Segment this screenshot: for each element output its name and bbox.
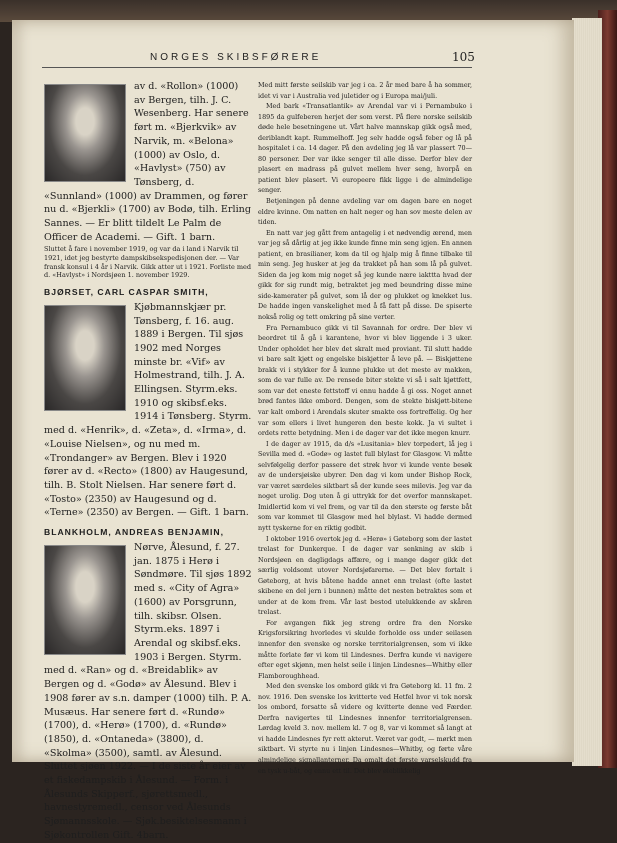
entry-3 bbox=[44, 526, 252, 842]
running-header: NORGES SKIBSFØRERE bbox=[150, 52, 322, 63]
entry-2 bbox=[44, 286, 252, 520]
page-number: 105 bbox=[452, 50, 475, 64]
right-column bbox=[258, 80, 472, 776]
entry-3-heading: BLANKHOLM, ANDREAS BENJAMIN, bbox=[44, 527, 224, 538]
paragraph: Med den svenske los ombord gikk vi fra Gøteborg kl. 11 fm. 2 nov. 1916. Den svenske los kvitterte ved Hetfel hvor vi tok norsk los ombord, forsatte så videre og kvitterte denne ved Færder. Derfra navigertes til Lindesnes innenfor territorialgrensen. Lørdag kveld 3. nov. mellem kl. 7 og 8, var vi kommet så langt at vi hadde Lindesnes fyr rett akterut. Været var godt, — mørkt men siktbart. Vi styrte nu i linjen Lindesnes—Whitby, og førte våre almindelige signallanterner. Da omalt det første varselskudd fra en tysk u-båt, og ennu ett til. Det blev øieblikkelig bbox=[258, 682, 472, 775]
entry-2-heading: BJØRSET, CARL CASPAR SMITH, bbox=[44, 286, 209, 297]
book-top-edge bbox=[0, 0, 617, 22]
paragraph: Fra Pernambuco gikk vi til Savannah for ordre. Der blev vi beordret til å gå i karantene, hvor vi blev liggende i 3 uker. Under opholdet her blev det skralt med proviant. Til slutt hadde vi bare salt kjøtt og engelske biskjøtter å leve på. — Biskjøttene brakk vi i stykker for å kunne plukke ut det meste av makken, som de var fulle av. De rensede biter stekte vi så i salt kjøttfett, som var det eneste fettstoff vi ennu hadde å gi oss. Noget annet brød fantes ikke ombord. Dengen, som de stekte biskjøtt-bitene var kalt ombord i Arendals skuter smakte oss fortreffelig. Og her var som ellers i livet hungeren den beste kokk. Ja vi sultet i ordets rette betydning. Men i de dager var det ikke megen knurr. bbox=[258, 323, 472, 438]
paragraph: En natt var jeg gått frem antagelig i et nødvendig ærend, men var jeg så dårlig at jeg ikke kunde finne min seng igjen. En annen patient, en brasilianer, kom da til og hjalp mig å finne tilbake til min seng. Jeg husker at jeg da trakket på han som lå på gulvet. Siden da jeg kom mig noget så jeg kunde nære iakttta hvad der gikk for sig rundt mig, betraktet jeg med beundring disse mine side-kamerater på gulvet, som lå der og plukket og knekket lus. De hadde ingen vanskelighet med å få fatt på disse. De spiserte nokså rolig og tett omkring på sine verter. bbox=[258, 228, 472, 322]
entry-2-text: Kjøbmannskjær pr. Tønsberg, f. 16. aug. 1889 i Bergen. Til sjøs 1902 med Norges minste br. «Vif» av Holmestrand, tilh. J. A. Ellingsen. Styrm.eks. 1910 og skibsf.eks. 1914 i Tønsberg. Styrm. med d. «Henrik», d. «Zeta», d. «Irma», d. «Louise Nielsen», og nu med m. «Trondanger» av Bergen. Blev i 1920 fører av d. «Recto» (1800) av Haugesund, tilh. B. Stolt Nielsen. Har senere ført d. «Tosto» (2350) av Haugesund og d. «Terne» (2350) av Bergen. — Gift. 1 barn. bbox=[44, 301, 252, 519]
paragraph: Betjeningen på denne avdeling var om dagen bare en noget eldre kvinne. Om natten en halt neger og han sov meste delen av tiden. bbox=[258, 197, 472, 227]
paragraph: I oktober 1916 overtok jeg d. «Herø» i Gøteborg som der lastet trelast for Dunkerque. I de dager var senkning av skib i Nordsjøen en dagligdags affære, og i mange dager gikk det særlig voldsomt utover Nordsjøfarerne. — Det blev fortalt i Gøteborg, at hvis båtene hadde annet enn trelast (ofte lastet skibene en del jern i bunnen) måtte det nesten betraktes som et under at de kom frem. Vår last bestod utelukkende av skåren trelast. bbox=[258, 534, 472, 617]
paragraph: Med mitt første seilskib var jeg i ca. 2 år med bare å ha sommer, idet vi var i Australia ved juletider og i Europa mai/juli. bbox=[258, 81, 472, 100]
portrait-photo-3 bbox=[44, 545, 126, 655]
paragraph: For avgangen fikk jeg streng ordre fra den Norske Krigsforsikring hvorledes vi skulde forholde oss under seilasen innenfor den svenske og norske territorialgrensen, som vi ikke måtte forlate før vi kom til Lindesnes. Derfra kunde vi navigere efter eget skjønn, men helst seile i linjen Lindesnes—Whitby eller Flamboroughhead. bbox=[258, 618, 472, 680]
left-column bbox=[44, 80, 252, 843]
entry-1-note: Sluttet å fare i november 1919, og var da i land i Narvik til 1921, idet jeg bestyrte dampskibsekspedisjonen der. — Var fransk konsul i 4 år i Narvik. Gikk atter ut i 1921. Forliste med d. «Havlyst» i Nordsjøen 1. november 1929. bbox=[44, 245, 252, 280]
paragraph: Med bark «Transatlantik» av Arendal var vi i Pernambuko i 1895 da gulfeberen herjet der som verst. På flere norske seilskib døde hele besetningene ut. Vårt halve mannskap gikk også med, deriblandt kapt. Rummelhoff. Jeg selv hadde også feber og lå på hospitalet i ca. 14 dager. På den avdeling jeg lå var plassert 70—80 personer. Der var ikke senger til alle disse. Derfor blev der plasert en madrass på gulvet mellem hver seng, hvorpå en patient blev plasert. Vi europeere fikk ligge i de almindelige senger. bbox=[258, 102, 472, 195]
entry-3-text: Nørve, Ålesund, f. 27. jan. 1875 i Herø i Søndmøre. Til sjøs 1892 med s. «City of Agra» (1600) av Porsgrunn, tilh. skibsr. Olsen. Styrm.eks. 1897 i Arendal og skibsf.eks. 1903 i Bergen. Styrm. med d. «Ran» og d. «Breidablik» av Bergen og d. «Godø» av Ålesund. Blev i 1908 fører av s.n. damper (1000) tilh. P. A. Musæus. Har senere ført d. «Rundø» (1700), d. «Herø» (1700), d. «Rundø» (1850), d. «Ontaneda» (3800), d. «Skolma» (3500), samtl. av Ålesund. Sluttet sjøen 1922. — I de siste år eier av et fiskedampskib i Ålesund. — Form. i Ålesunds Skipperf., sjørettsmedl., havnestyremedl., censor ved Ålesunds Sjømannsskole. — Sjøk.besiktelsesmann i Sjøkontrollen Gift. 4barn. bbox=[44, 542, 252, 841]
paragraph: I de dager av 1915, da d/s «Lusitania» blev torpedert, lå jeg i Sevilla med d. «Godø» og lastet full blylast for Glasgow. Vi måtte selvfølgelig derfor passere det strøk hvor vi kunde vente besøk av de undersjøiske ubyrer. Den dag vi kom under Bishop Rock, var været særdeles siktbart så der kunde sees milevis. Jeg var da noget urolig. Dog uten å gi uttrykk for det overfor mannskapet. Imidlertid kom vi vel frem, og var til da den største og første båt som var kommet til Glasgow med hel blylast. Vi hadde dermed nytt tyskerne for en riktig godbit. bbox=[258, 439, 472, 532]
header-rule bbox=[42, 67, 472, 68]
portrait-photo-2 bbox=[44, 305, 126, 411]
entry-1-text: av d. «Rollon» (1000) av Bergen, tilh. J. C. Wesenberg. Har senere ført m. «Bjerkvik» av Narvik, m. «Belona» (1000) av Oslo, d. «Havlyst» (750) av Tønsberg, d. «Sunnland» (1000) av Drammen, og fører nu d. «Bjerkli» (1700) av Bodø, tilh. Erling Sannes. — Er blitt tildelt Le Palm de Officer de Academi. — Gift. 1 barn. bbox=[44, 81, 251, 243]
portrait-photo-1 bbox=[44, 84, 126, 182]
page-edges bbox=[572, 18, 602, 766]
entry-1 bbox=[44, 80, 252, 280]
